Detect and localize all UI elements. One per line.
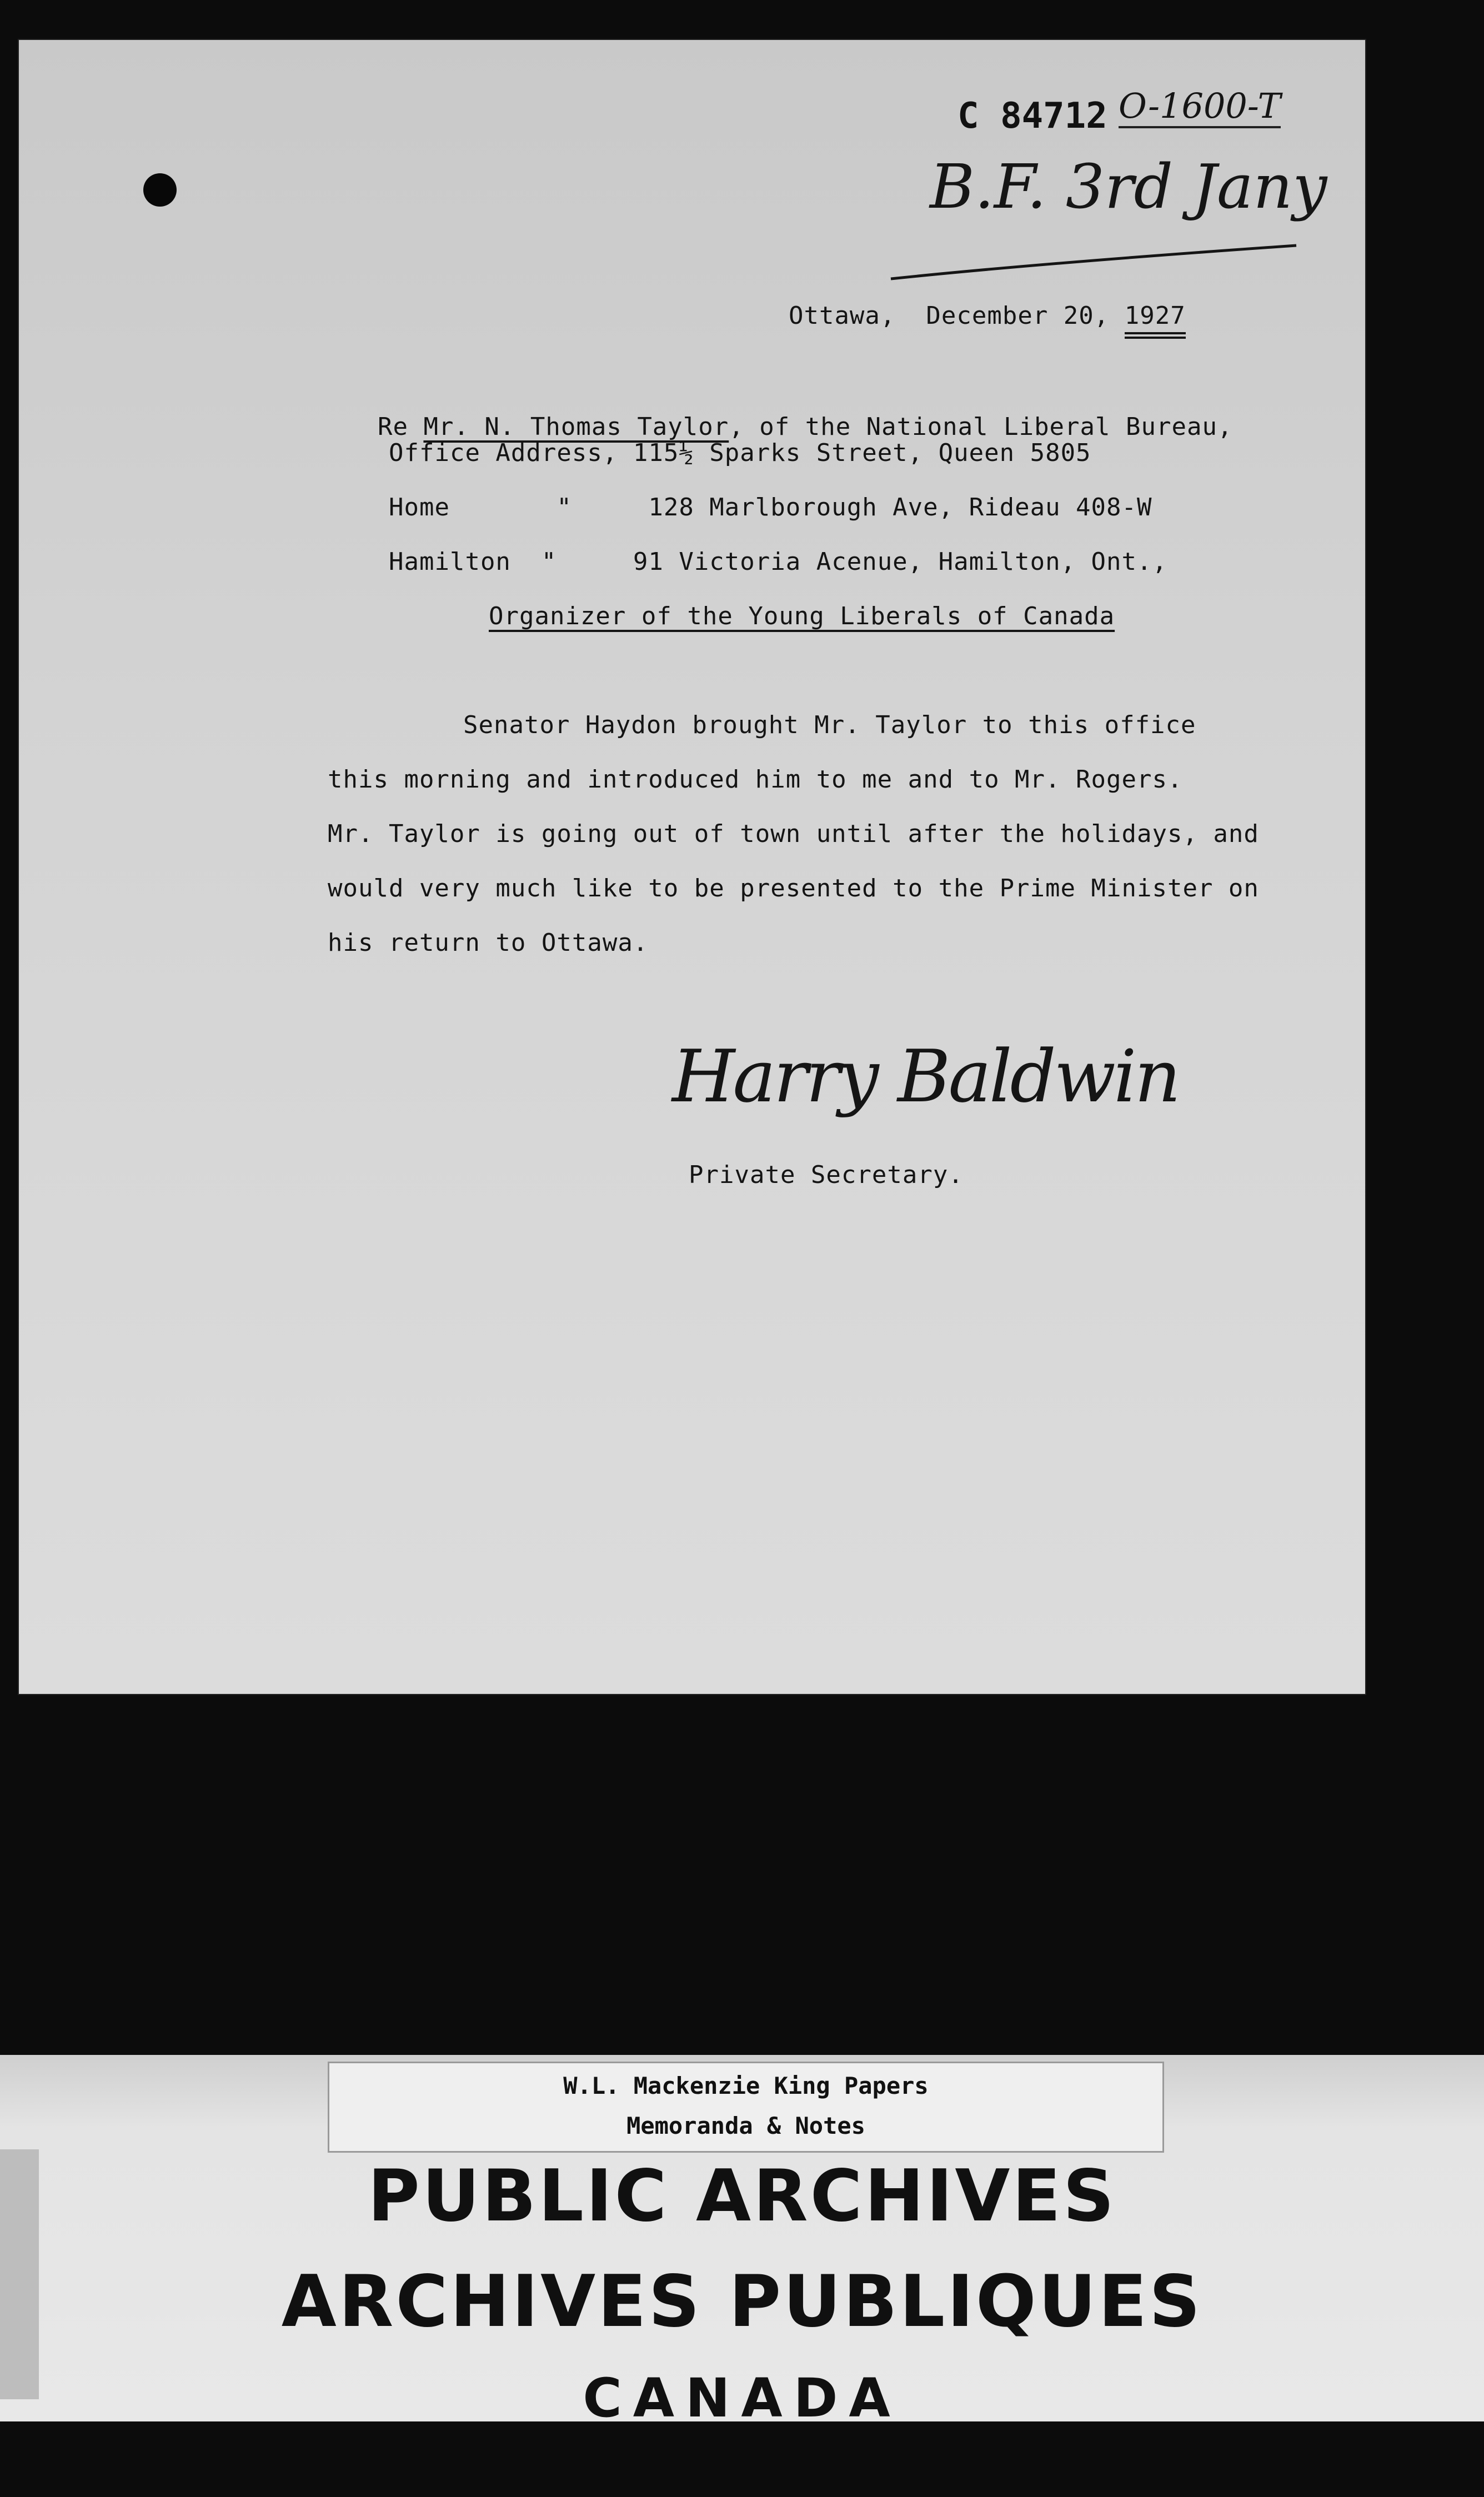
body-line-3: Mr. Taylor is going out of town until after the holidays, and bbox=[328, 820, 1259, 848]
date-line bbox=[728, 273, 1186, 358]
collection-label-line-1: W.L. Mackenzie King Papers bbox=[563, 2072, 929, 2099]
archive-stamp-number: C 84712 bbox=[957, 96, 1107, 137]
body-line-2: this morning and introduced him to me and to Mr. Rogers. bbox=[328, 765, 1183, 794]
collection-label bbox=[328, 2062, 1164, 2153]
home-address-line: Home " 128 Marlborough Ave, Rideau 408-W bbox=[389, 493, 1152, 522]
date-year: 1927 bbox=[1125, 302, 1186, 339]
body-line-5: his return to Ottawa. bbox=[328, 929, 649, 957]
signature: Harry Baldwin bbox=[672, 1034, 1179, 1119]
handwritten-file-number: O-1600-T bbox=[1119, 86, 1281, 128]
signature-title: Private Secretary. bbox=[689, 1161, 964, 1189]
handwritten-note: B.F. 3rd Jany bbox=[930, 151, 1327, 222]
body-line-4: would very much like to be presented to the Prime Minister on bbox=[328, 874, 1259, 902]
re-rest: , of the National Liberal Bureau, bbox=[729, 413, 1233, 441]
re-name: Mr. N. Thomas Taylor bbox=[423, 413, 729, 441]
archive-country: CANADA bbox=[583, 2367, 901, 2429]
hamilton-address-line: Hamilton " 91 Victoria Acenue, Hamilton, Ont., bbox=[389, 548, 1168, 576]
date-prefix: Ottawa, December 20, bbox=[788, 302, 1125, 330]
collection-label-line-2: Memoranda & Notes bbox=[626, 2112, 865, 2139]
document-page bbox=[19, 40, 1365, 1694]
archive-title-english: PUBLIC ARCHIVES bbox=[368, 2155, 1116, 2238]
archive-title-french: ARCHIVES PUBLIQUES bbox=[281, 2260, 1203, 2343]
body-line-1: Senator Haydon brought Mr. Taylor to this office bbox=[463, 711, 1196, 739]
re-prefix: Re bbox=[377, 413, 424, 441]
punch-hole bbox=[143, 173, 177, 207]
organizer-line: Organizer of the Young Liberals of Canada bbox=[489, 602, 1115, 630]
office-address-line: Office Address, 115½ Sparks Street, Queen 5805 bbox=[389, 439, 1091, 467]
